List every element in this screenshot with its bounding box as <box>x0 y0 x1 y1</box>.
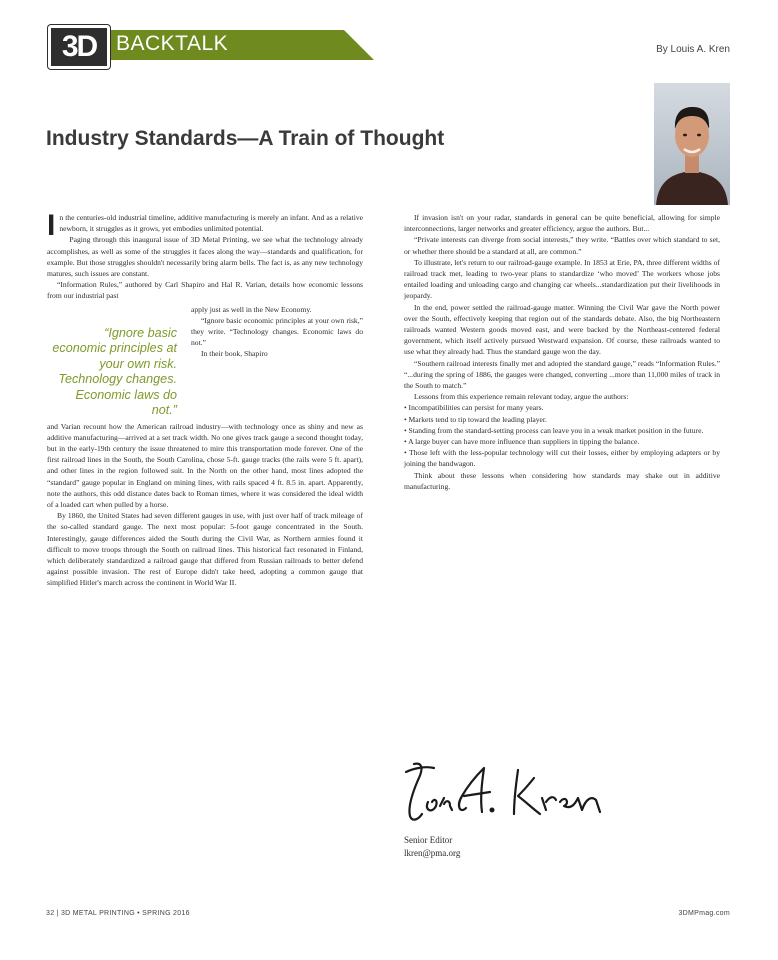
paragraph: In the end, power settled the railroad-gauge matter. Winning the Civil War gave the North power over the South, effectively keeping that region out of the standards debate. Also, the big Northeastern railroads wanted Western goods moved east, and were backed by the Northeast-centered federal government, which itself actively pursued Westward expansion. Of course, these railroads wanted to use what they already had. Thus the standard gauge won the day. <box>404 302 720 357</box>
footer-website-link[interactable]: 3DMPmag.com <box>678 910 730 917</box>
paragraph: Think about these lessons when considering how standards may shake out in additive manufacturing. <box>404 470 720 491</box>
article-column-right <box>404 212 720 492</box>
bullet-item: • A large buyer can have more influence than suppliers in tipping the balance. <box>404 437 640 447</box>
article-title: Industry Standards—A Train of Thought <box>46 127 445 150</box>
pull-quote: “Ignore basic economic principles at your own risk. Technology changes. Economic laws do not.” <box>52 325 177 418</box>
pullquote-block <box>47 304 363 419</box>
paragraph: apply just as well in the New Economy. <box>191 304 312 314</box>
article-column-left <box>47 209 363 589</box>
paragraph: If invasion isn't on your radar, standards in general can be quite beneficial, allowing for simple interconnections, larger networks and greater efficiency, argue the authors. But... <box>404 213 720 234</box>
paragraph: Paging through this inaugural issue of 3D Metal Printing, we see what the technology already accomplishes, as well as some of the struggles it faces along the way—standards and qualification, for example. But those struggles shouldn't necessarily bring alarm bells. The fact is, as any new technology matures, such issues are constant. <box>47 235 363 279</box>
pullquote-adjacent-text <box>191 304 363 419</box>
handwritten-signature <box>400 758 614 830</box>
intro-paragraph: In the centuries-old industrial timeline, additive manufacturing is merely an infant. And as a relative newborn, it struggles as it grows, yet embodies unlimited potential. <box>47 209 363 242</box>
bullet-item: • Standing from the standard-setting process can leave you in a weak market position in the future. <box>404 425 704 435</box>
paragraph: “Ignore basic economic principles at your own risk,” they write. “Technology changes. Economic laws do not.” <box>191 315 363 348</box>
signoff-email[interactable]: lkren@pma.org <box>404 847 461 858</box>
bullet-item: • Incompatibilities can persist for many years. <box>404 403 544 413</box>
byline: By Louis A. Kren <box>656 44 730 55</box>
paragraph: To illustrate, let's return to our railroad-gauge example. In 1853 at Erie, PA, three different widths of railroad track met, leading to two-year plans to standardize ‘who moved’ The workers whose jobs entailed loading and unloading cargo and changing car wheels...standardization put their livelihoods in jeopardy. <box>404 257 720 301</box>
author-photo <box>654 83 730 205</box>
footer-page-info: 32 | 3D METAL PRINTING • SPRING 2016 <box>46 910 190 917</box>
paragraph: and Varian recount how the American railroad industry—with technology once as shiny and new as additive manufacturing—arrived at a set track width. No one gives track gauge a second thought today, but in the early-19th century the issue threatened to mire this transportation mode forever. One of the first railroad lines in the South, the South Carolina, chose 5-ft. gauge tracks (the rails were 5 ft. apart), and other lines in the region followed suit. In the North on the other hand, most lines adopted the “standard” gauge popular in England on mining lines, with rails spaced 4 ft. 8.5 in. apart. Apparently, note the authors, this odd distance dates back to Roman times, where it was considered the ideal width of a loaded cart when pulled by a horse. <box>47 421 363 510</box>
paragraph: “Private interests can diverge from social interests,” they write. “Battles over which standard to set, or whether there should be a standard at all, are common.” <box>404 235 720 256</box>
section-label: BACKTALK <box>116 32 229 55</box>
bullet-list <box>404 402 720 469</box>
paragraph: Lessons from this experience remain relevant today, argue the authors: <box>414 392 629 402</box>
bullet-item: • Those left with the less-popular technology will cut their losses, either by employing adapters or by joining the bandwagon. <box>404 448 720 469</box>
paragraph: “Southern railroad interests finally met and adopted the standard gauge,” reads “Information Rules.” “...during the spring of 1886, the gauges were changed, converting ...more than 11,000 miles of track in the South to match.” <box>404 358 720 391</box>
paragraph: In their book, Shapiro <box>201 349 268 359</box>
paragraph: By 1860, the United States had seven different gauges in use, with just over half of track mileage of the so-called standard gauge. The next most popular: 5-foot gauge concentrated in the South. Interestingly, gauge differences aided the South during the Civil War, as Northern armies found it difficult to move troops through the South on railroad lines. This historical fact resonated in Finland, which deliberately standardized a railroad gauge that differed from Russian railroads to better defend against possible invasion. The rest of Europe didn't take heed, adopting a common gauge that simplified Hitler's march across the continent in World War II. <box>47 511 363 588</box>
bullet-item: • Markets tend to tip toward the leading player. <box>404 414 547 424</box>
signoff-block <box>404 834 460 859</box>
signoff-title: Senior Editor <box>404 835 453 845</box>
3d-logo: 3D <box>48 25 110 69</box>
paragraph: “Information Rules,” authored by Carl Shapiro and Hal R. Varian, details how economic lessons from our industrial past <box>47 280 363 301</box>
drop-cap: I <box>47 209 56 242</box>
